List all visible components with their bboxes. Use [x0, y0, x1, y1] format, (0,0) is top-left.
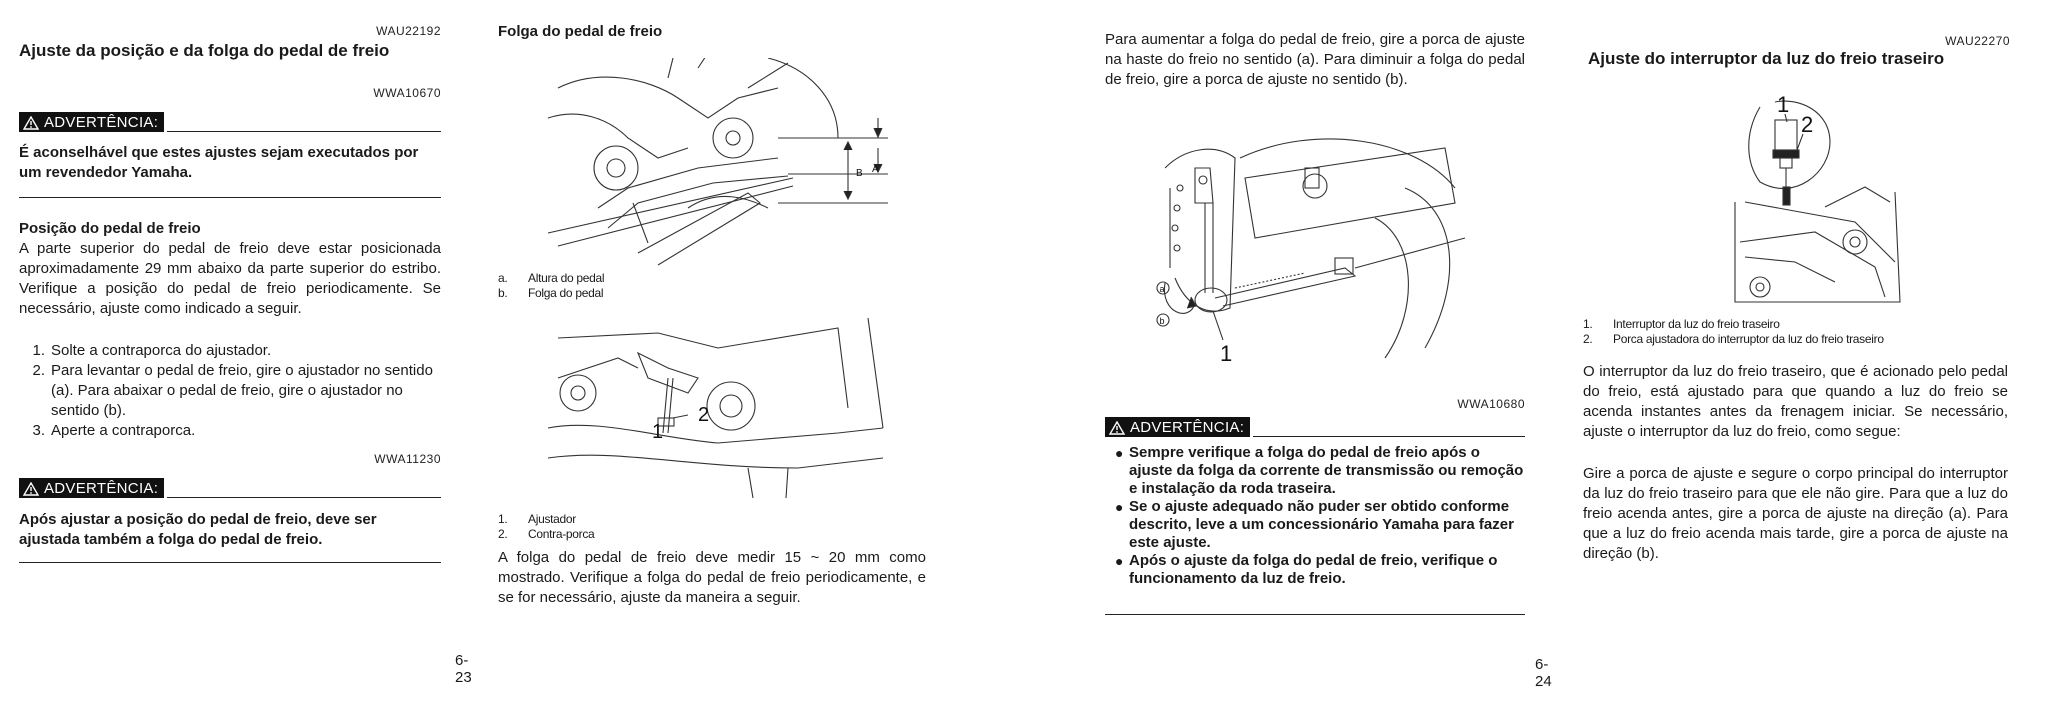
figure-label-2: 2 [1801, 112, 1814, 137]
warning2-text: Após ajustar a posição do pedal de freio, deve ser ajustada também a folga do pedal de freio. [19, 511, 377, 548]
warning3-bullets [1115, 444, 1527, 588]
figure-label-1: 1 [652, 421, 664, 443]
list-item: ● Se o ajuste adequado não puder ser obtido conforme descrito, leve a um concessionário Yamaha para fazer este ajuste. [1115, 498, 1514, 551]
warning-badge [19, 478, 164, 498]
figure-label-b: B [856, 168, 863, 179]
caption-item: 2. Porca ajustadora do interruptor da luz do freio traseiro [1583, 332, 1884, 346]
brake-rod-adjusting-nut-figure [1155, 128, 1475, 368]
list-item: 3. Aperte a contraporca. [32, 422, 196, 439]
adjust-steps-list [19, 341, 441, 441]
list-item: ● Após o ajuste da folga do pedal de freio, verifique o funcionamento da luz de freio. [1115, 552, 1498, 587]
switch-body-1: O interruptor da luz do freio traseiro, que é acionado pelo pedal do freio, está ajustado para que quando a luz do freio se acenda instantes antes da frenagem iniciar. Se necessário, ajuste o interruptor da luz do freio, como segue: [1583, 363, 2008, 440]
figure-label-1: 1 [1777, 92, 1790, 117]
warning-underline [167, 130, 441, 132]
brake-light-switch-figure [1705, 92, 1905, 307]
pedal-adjuster-figure [538, 318, 898, 508]
left-column-1 [19, 0, 441, 703]
freeplay-body: A folga do pedal de freio deve medir 15 ~ 20 mm como mostrado. Verifique a folga do pedal de freio periodicamente, e se for necessário, ajuste da maneira a seguir. [498, 549, 926, 606]
caption-item: 2. Contra-porca [498, 527, 595, 541]
right-column-2 [1580, 0, 2010, 703]
figure-label-1: 1 [1220, 341, 1233, 366]
freeplay-adjust-intro: Para aumentar a folga do pedal de freio, gire a porca de ajuste na haste do freio no sentido (a). Para diminuir a folga do pedal de freio, gire a porca de ajuste no sentido (b). [1105, 31, 1525, 88]
warning-triangle-icon [23, 116, 39, 130]
figure-label-a: A [872, 164, 879, 175]
warning-end-rule [19, 197, 441, 198]
figure-label-2: 2 [698, 404, 710, 426]
right-column-1 [1105, 0, 1525, 703]
caption-item: b. Folga do pedal [498, 286, 604, 300]
warning-text: É aconselhável que estes ajustes sejam executados por um revendedor Yamaha. [19, 144, 419, 181]
caption-item: 1. Interruptor da luz do freio traseiro [1583, 317, 1780, 331]
warning-triangle-icon [23, 482, 39, 496]
warning3-end-rule [1105, 614, 1525, 615]
figure-label-b: b [1159, 316, 1165, 326]
warning-underline [1253, 435, 1525, 437]
warning3-header [1105, 413, 1525, 437]
left-column-2 [498, 0, 928, 703]
figure4-captions [1583, 317, 1884, 347]
caption-item: a. Altura do pedal [498, 271, 605, 285]
list-item: 2. Para levantar o pedal de freio, gire o ajustador no sentido (a). Para abaixar o pedal de freio, gire o ajustador no sentido (b). [32, 362, 433, 419]
warning-label: ADVERTÊNCIA: [44, 114, 159, 131]
section-title: Ajuste da posição e da folga do pedal de freio [19, 41, 390, 60]
figure1-captions [498, 271, 604, 301]
warning-code: WWA10670 [373, 86, 441, 100]
warning-badge [1105, 417, 1250, 437]
page-number: 6-23 [455, 652, 472, 686]
section-code: WAU22192 [376, 24, 441, 38]
list-item: 1. Solte a contraporca do ajustador. [32, 342, 272, 359]
warning-badge [19, 112, 164, 132]
warning-header [19, 108, 441, 132]
figure-label-a: a [1159, 284, 1165, 294]
position-body: A parte superior do pedal de freio deve estar posicionada aproximadamente 29 mm abaixo da parte superior do estribo. Verifique a posição do pedal de freio periodicamente. Se necessário, ajuste como indicado a seguir. [19, 240, 441, 317]
switch-body-2: Gire a porca de ajuste e segure o corpo principal do interruptor da luz do freio traseiro para que ele não gire. Para que a luz do freio acenda antes, gire a porca de ajuste na direção (a). Para que a luz do freio acenda mais tarde, gire a porca de ajuste na direção (b). [1583, 465, 2008, 562]
warning2-code: WWA11230 [374, 452, 441, 466]
section-code: WAU22270 [1945, 34, 2010, 48]
warning-label: ADVERTÊNCIA: [1130, 419, 1245, 436]
section-title: Ajuste do interruptor da luz do freio traseiro [1588, 49, 1945, 68]
list-item: ● Sempre verifique a folga do pedal de freio após o ajuste da folga da corrente de transmissão ou remoção e instalação da roda traseira. [1115, 444, 1524, 497]
caption-item: 1. Ajustador [498, 512, 576, 526]
position-subtitle: Posição do pedal de freio [19, 220, 201, 237]
warning-underline [167, 496, 441, 498]
warning-triangle-icon [1109, 421, 1125, 435]
freeplay-title: Folga do pedal de freio [498, 23, 663, 40]
warning3-code: WWA10680 [1457, 397, 1525, 411]
page-number: 6-24 [1535, 656, 1552, 690]
warning2-end-rule [19, 562, 441, 563]
brake-pedal-height-figure [538, 58, 898, 268]
figure2-captions [498, 512, 594, 542]
warning2-header [19, 474, 441, 498]
warning-label: ADVERTÊNCIA: [44, 480, 159, 497]
